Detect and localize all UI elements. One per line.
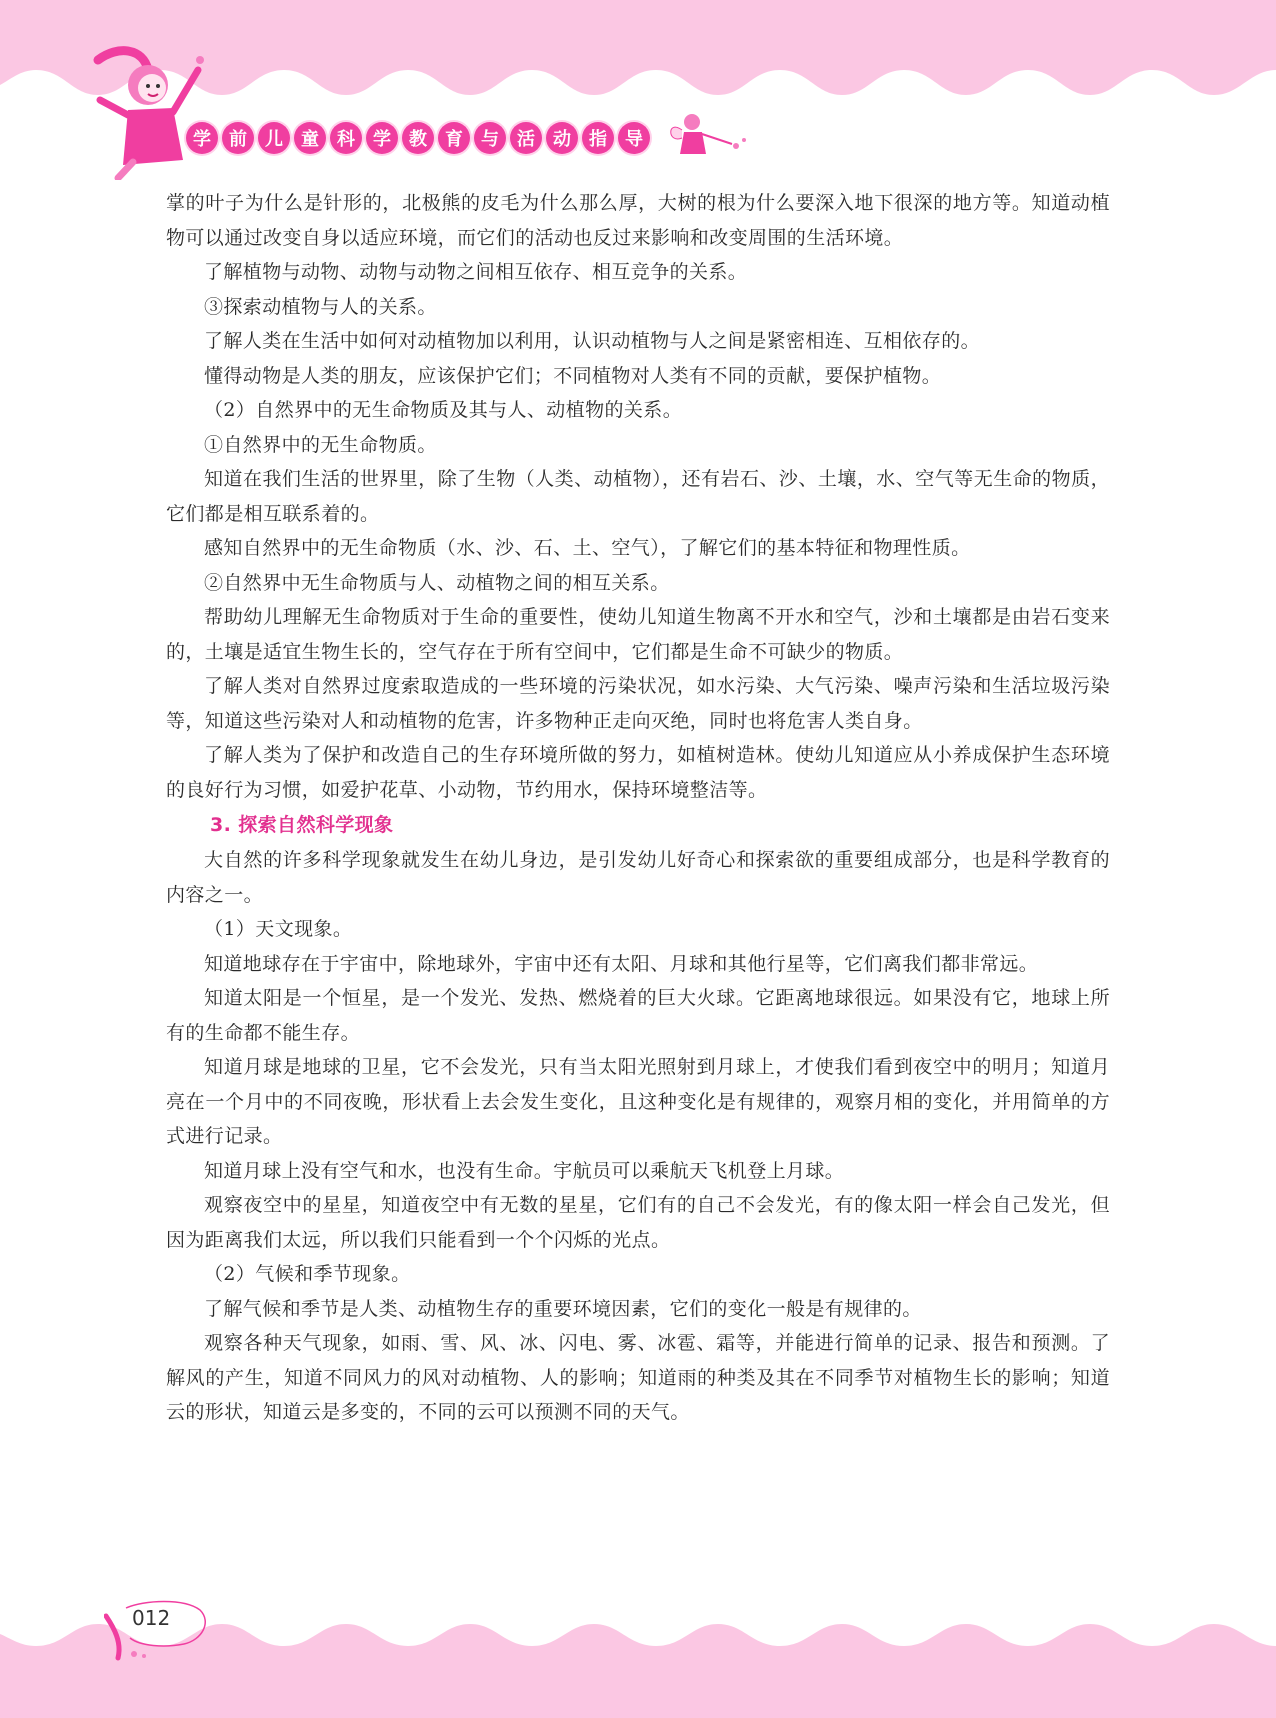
- page-number-badge: [104, 1598, 214, 1662]
- book-title: [186, 122, 650, 154]
- paragraph: 了解人类为了保护和改造自己的生存环境所做的努力，如植树造林。使幼儿知道应从小养成保护生态环境的良好行为习惯，如爱护花草、小动物，节约用水，保持环境整洁等。: [166, 744, 1110, 801]
- paragraph: 了解人类在生活中如何对动植物加以利用，认识动植物与人之间是紧密相连、互相依存的。: [204, 330, 981, 352]
- paragraph: 掌的叶子为什么是针形的，北极熊的皮毛为什么那么厚，大树的根为什么要深入地下很深的地方等。知道动植物可以通过改变自身以适应环境，而它们的活动也反过来影响和改变周围的生活环境。: [166, 192, 1110, 249]
- page-number: 012: [132, 1606, 171, 1630]
- book-title-char: 前: [222, 122, 254, 154]
- paragraph: （1）天文现象。: [204, 918, 353, 940]
- paragraph: 帮助幼儿理解无生命物质对于生命的重要性，使幼儿知道生物离不开水和空气，沙和土壤都是由岩石变来的，土壤是适宜生物生长的，空气存在于所有空间中，它们都是生命不可缺少的物质。: [166, 606, 1110, 663]
- book-title-char: 导: [618, 122, 650, 154]
- paragraph: 了解植物与动物、动物与动物之间相互依存、相互竞争的关系。: [204, 261, 748, 283]
- book-title-char: 育: [438, 122, 470, 154]
- paragraph: 观察夜空中的星星，知道夜空中有无数的星星，它们有的自己不会发光，有的像太阳一样会自己发光，但因为距离我们太远，所以我们只能看到一个个闪烁的光点。: [166, 1194, 1110, 1251]
- paragraph: 知道月球是地球的卫星，它不会发光，只有当太阳光照射到月球上，才使我们看到夜空中的明月；知道月亮在一个月中的不同夜晚，形状看上去会发生变化，且这种变化是有规律的，观察月相的变化，并用简单的方式进行记录。: [166, 1056, 1110, 1147]
- paragraph: 大自然的许多科学现象就发生在幼儿身边，是引发幼儿好奇心和探索欲的重要组成部分，也是科学教育的内容之一。: [166, 849, 1110, 906]
- paragraph: 知道月球上没有空气和水，也没有生命。宇航员可以乘航天飞机登上月球。: [204, 1159, 845, 1182]
- section-heading: 3. 探索自然科学现象: [210, 814, 394, 836]
- book-title-char: 科: [330, 122, 362, 154]
- book-title-char: 教: [402, 122, 434, 154]
- paragraph: ③探索动植物与人的关系。: [204, 295, 437, 318]
- paragraph: ①自然界中的无生命物质。: [204, 433, 437, 456]
- book-title-char: 童: [294, 122, 326, 154]
- book-title-char: 动: [546, 122, 578, 154]
- paragraph: ②自然界中无生命物质与人、动植物之间的相互关系。: [204, 571, 670, 594]
- paragraph: （2）自然界中的无生命物质及其与人、动植物的关系。: [204, 399, 683, 421]
- paragraph: （2）气候和季节现象。: [204, 1263, 411, 1285]
- book-title-char: 与: [474, 122, 506, 154]
- paragraph: 知道太阳是一个恒星，是一个发光、发热、燃烧着的巨大火球。它距离地球很远。如果没有它，地球上所有的生命都不能生存。: [166, 987, 1110, 1044]
- paragraph: 知道在我们生活的世界里，除了生物（人类、动植物），还有岩石、沙、土壤，水、空气等无生命的物质，它们都是相互联系着的。: [166, 468, 1110, 525]
- girl-illustration: [88, 40, 208, 180]
- paragraph: 感知自然界中的无生命物质（水、沙、石、土、空气），了解它们的基本特征和物理性质。: [204, 537, 971, 559]
- paragraph: 懂得动物是人类的朋友，应该保护它们；不同植物对人类有不同的贡献，要保护植物。: [204, 364, 942, 387]
- paragraph: 了解气候和季节是人类、动植物生存的重要环境因素，它们的变化一般是有规律的。: [204, 1297, 922, 1320]
- book-title-char: 学: [366, 122, 398, 154]
- paragraph: 知道地球存在于宇宙中，除地球外，宇宙中还有太阳、月球和其他行星等，它们离我们都非常远。: [204, 952, 1039, 975]
- book-title-char: 指: [582, 122, 614, 154]
- paragraph: 观察各种天气现象，如雨、雪、风、冰、闪电、雾、冰雹、霜等，并能进行简单的记录、报告和预测。了解风的产生，知道不同风力的风对动植物、人的影响；知道雨的种类及其在不同季节对植物生长的影响；知道云的形状，知道云是多变的，不同的云可以预测不同的天气。: [166, 1332, 1110, 1423]
- book-title-char: 儿: [258, 122, 290, 154]
- paragraph: 了解人类对自然界过度索取造成的一些环境的污染状况，如水污染、大气污染、噪声污染和生活垃圾污染等，知道这些污染对人和动植物的危害，许多物种正走向灭绝，同时也将危害人类自身。: [166, 675, 1110, 732]
- fairy-illustration: [662, 104, 752, 164]
- book-title-char: 学: [186, 122, 218, 154]
- page-body: [166, 186, 1110, 1430]
- book-title-char: 活: [510, 122, 542, 154]
